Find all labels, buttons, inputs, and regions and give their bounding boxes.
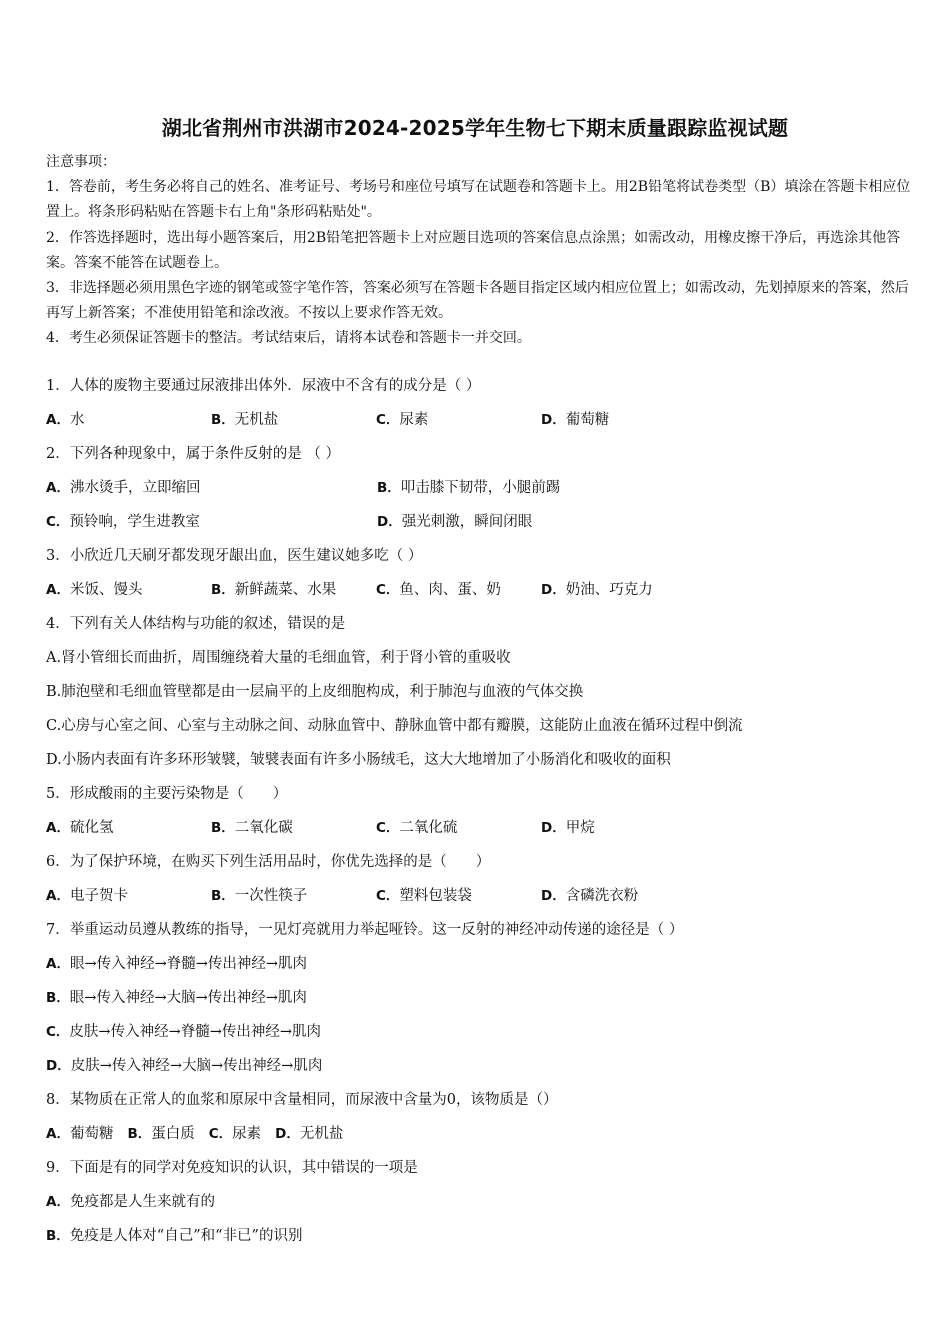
option-a: A．眼→传入神经→脊髓→传出神经→肌肉 bbox=[46, 956, 308, 972]
notice-heading: 注意事项： bbox=[46, 154, 116, 170]
option-row bbox=[46, 474, 912, 508]
question-stem: 6．为了保护环境，在购买下列生活用品时，你优先选择的是（ ） bbox=[46, 854, 491, 870]
question-stem: 1．人体的废物主要通过尿液排出体外．尿液中不含有的成分是（ ） bbox=[46, 378, 481, 394]
option-d: D．甲烷 bbox=[541, 820, 595, 836]
notice-item: 3．非选择题必须用黑色字迹的钢笔或签字笔作答，答案必须写在答题卡各题目指定区域内相应位置上；如需改动，先划掉原来的答案，然后再写上新答案；不准使用铅笔和涂改液。不按以上要求作答无效。 bbox=[46, 280, 909, 322]
option-a: A．米饭、馒头 bbox=[46, 582, 143, 598]
option-a: A.肾小管细长而曲折，周围缠绕着大量的毛细血管，利于肾小管的重吸收 bbox=[46, 650, 511, 666]
option-a: A．电子贺卡 bbox=[46, 888, 128, 904]
option-c: C．预铃响，学生进教室 bbox=[46, 514, 200, 530]
option-d: D．强光刺激，瞬间闭眼 bbox=[377, 514, 533, 530]
option-c: C．尿素 bbox=[208, 1126, 262, 1142]
option-c: C．二氧化硫 bbox=[376, 820, 458, 836]
question-stem: 8．某物质在正常人的血浆和原尿中含量相同，而尿液中含量为0，该物质是（） bbox=[46, 1092, 558, 1108]
notice-item: 4．考生必须保证答题卡的整洁。考试结束后，请将本试卷和答题卡一并交回。 bbox=[46, 330, 531, 347]
option-b: B．免疫是人体对“自己”和“非已”的识别 bbox=[46, 1228, 303, 1244]
option-d: D．葡萄糖 bbox=[541, 412, 610, 428]
question-stem: 5．形成酸雨的主要污染物是（ ） bbox=[46, 786, 288, 802]
option-c: C.心房与心室之间、心室与主动脉之间、动脉血管中、静脉血管中都有瓣膜，这能防止血液在循环过程中倒流 bbox=[46, 718, 743, 734]
option-row bbox=[46, 508, 912, 542]
option-a: A．沸水烫手，立即缩回 bbox=[46, 480, 201, 496]
option-d: D．奶油、巧克力 bbox=[541, 582, 653, 598]
question-list bbox=[46, 372, 912, 1256]
option-b: B．眼→传入神经→大脑→传出神经→肌肉 bbox=[46, 990, 307, 1006]
option-b: B．叩击膝下韧带，小腿前踢 bbox=[377, 480, 561, 496]
option-row bbox=[46, 576, 912, 610]
option-d: D．无机盐 bbox=[275, 1126, 344, 1142]
option-c: C．皮肤→传入神经→脊髓→传出神经→肌肉 bbox=[46, 1024, 322, 1040]
option-row bbox=[46, 882, 912, 916]
notice-item: 1．答卷前，考生务必将自己的姓名、准考证号、考场号和座位号填写在试题卷和答题卡上。用2B铅笔将试卷类型（B）填涂在答题卡相应位置上。将条形码粘贴在答题卡右上角"条形码粘贴处"。 bbox=[46, 179, 911, 221]
option-c: C．尿素 bbox=[376, 412, 429, 428]
exam-title: 湖北省荆州市洪湖市2024-2025学年生物七下期末质量跟踪监视试题 bbox=[161, 116, 789, 140]
option-c: C．鱼、肉、蛋、奶 bbox=[376, 582, 501, 598]
option-b: B．二氧化碳 bbox=[211, 820, 293, 836]
option-d: D．含磷洗衣粉 bbox=[541, 888, 639, 904]
option-a: A．水 bbox=[46, 412, 85, 428]
question-stem: 2．下列各种现象中，属于条件反射的是 （ ） bbox=[46, 446, 340, 462]
option-row bbox=[46, 1120, 912, 1154]
option-b: B．新鲜蔬菜、水果 bbox=[211, 582, 337, 598]
option-d: D．皮肤→传入神经→大脑→传出神经→肌肉 bbox=[46, 1058, 323, 1074]
notice-item: 2．作答选择题时，选出每小题答案后，用2B铅笔把答题卡上对应题目选项的答案信息点涂黑；如需改动，用橡皮擦干净后，再选涂其他答案。答案不能答在试题卷上。 bbox=[46, 229, 901, 271]
option-b: B.肺泡壁和毛细血管壁都是由一层扁平的上皮细胞构成，利于肺泡与血液的气体交换 bbox=[46, 684, 584, 700]
option-d: D.小肠内表面有许多环形皱襞，皱襞表面有许多小肠绒毛，这大大地增加了小肠消化和吸收的面积 bbox=[46, 752, 671, 768]
question-stem: 9．下面是有的同学对免疫知识的认识，其中错误的一项是 bbox=[46, 1160, 418, 1176]
option-a: A．硫化氢 bbox=[46, 820, 114, 836]
option-row bbox=[46, 406, 912, 440]
notice-section bbox=[46, 150, 912, 352]
option-row bbox=[46, 814, 912, 848]
option-b: B．蛋白质 bbox=[127, 1126, 195, 1142]
option-c: C．塑料包装袋 bbox=[376, 888, 472, 904]
option-b: B．无机盐 bbox=[211, 412, 279, 428]
option-a: A．免疫都是人生来就有的 bbox=[46, 1194, 215, 1210]
question-stem: 3．小欣近几天刷牙都发现牙龈出血，医生建议她多吃（ ） bbox=[46, 548, 423, 564]
option-a: A．葡萄糖 bbox=[46, 1126, 114, 1142]
option-b: B．一次性筷子 bbox=[211, 888, 308, 904]
question-stem: 7．举重运动员遵从教练的指导，一见灯亮就用力举起哑铃。这一反射的神经冲动传递的途径是（ ） bbox=[46, 922, 684, 938]
question-stem: 4．下列有关人体结构与功能的叙述，错误的是 bbox=[46, 616, 346, 632]
